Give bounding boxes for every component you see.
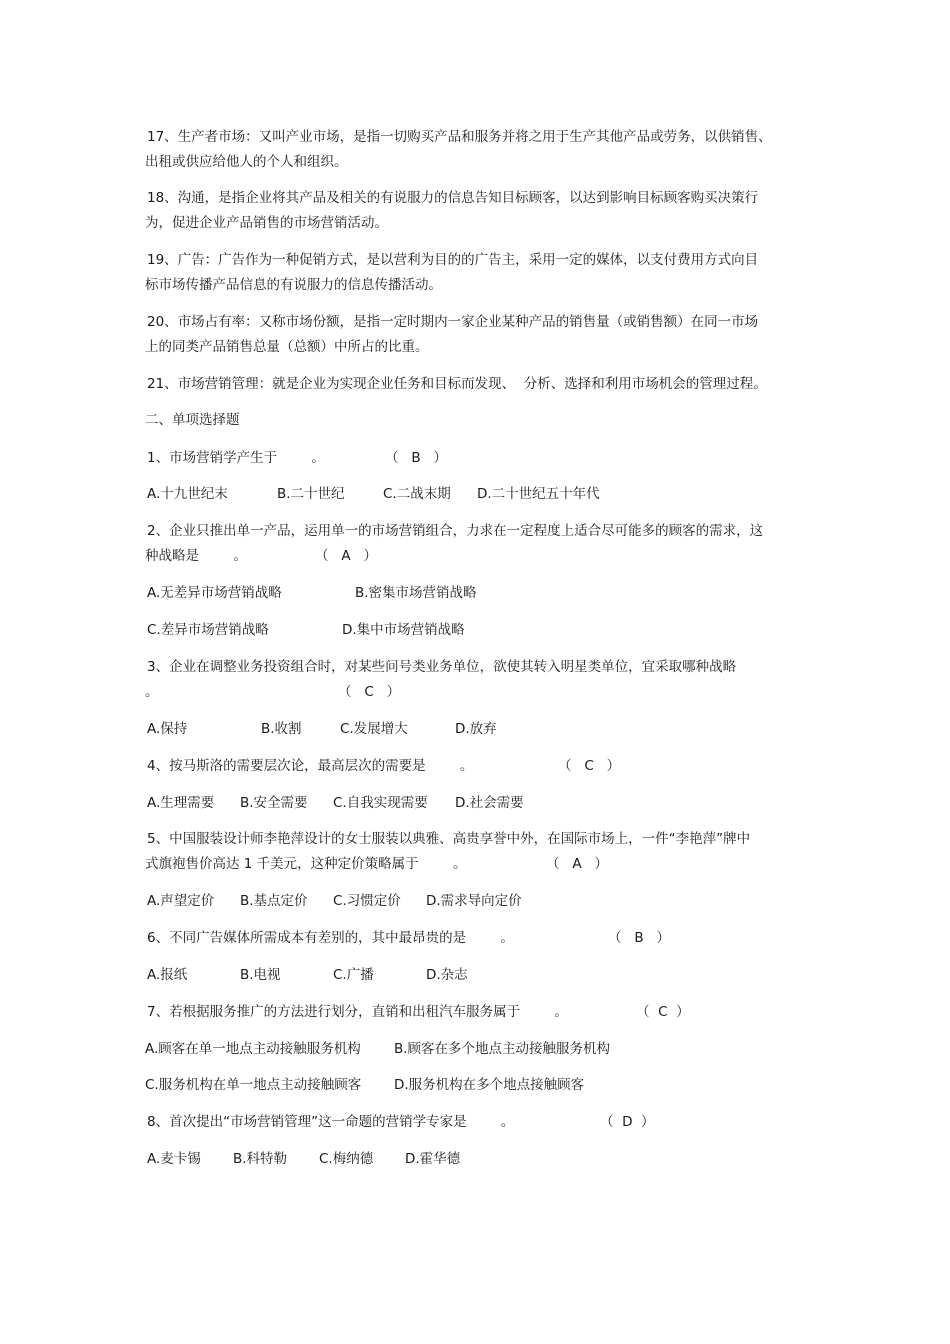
question-4-option-c: C.自我实现需要 [333, 795, 428, 811]
question-5-option-c: C.习惯定价 [333, 893, 401, 909]
question-1-text: 1、市场营销学产生于 。 [147, 450, 325, 466]
question-4-option-d: D.社会需要 [455, 795, 524, 811]
question-7-answer: （ C ） [636, 1004, 690, 1020]
definition-19-line1: 19、广告：广告作为一种促销方式，是以营利为目的的广告主，采用一定的媒体，以支付费用方式向目 [147, 252, 759, 268]
question-2-text2: 种战略是 。 [145, 548, 247, 564]
question-2-option-b: B.密集市场营销战略 [355, 585, 477, 601]
question-8-option-b: B.科特勒 [233, 1151, 288, 1167]
question-3-text: 3、企业在调整业务投资组合时，对某些问号类业务单位，欲使其转入明星类单位，宜采取哪种战略 [147, 659, 737, 675]
question-8-option-d: D.霍华德 [405, 1151, 461, 1167]
question-5-option-a: A.声望定价 [147, 893, 215, 909]
question-3-option-a: A.保持 [147, 721, 188, 737]
definition-18-line2: 为，促进企业产品销售的市场营销活动。 [145, 215, 388, 231]
definition-20-line2: 上的同类产品销售总量（总额）中所占的比重。 [145, 339, 429, 355]
question-8-text: 8、首次提出“市场营销管理”这一命题的营销学专家是 。 [147, 1114, 515, 1130]
question-5-option-d: D.需求导向定价 [426, 893, 522, 909]
question-4-option-a: A.生理需要 [147, 795, 215, 811]
question-1-option-a: A.十九世纪末 [147, 486, 228, 502]
question-1-option-b: B.二十世纪 [277, 486, 345, 502]
question-2-option-a: A.无差异市场营销战略 [147, 585, 282, 601]
question-3-text2: 。 [145, 684, 159, 700]
question-2-answer: （ A ） [315, 548, 377, 564]
question-2-option-c: C.差异市场营销战略 [147, 622, 269, 638]
question-3-option-d: D.放弃 [455, 721, 497, 737]
question-7-option-a: A.顾客在单一地点主动接触服务机构 [145, 1041, 361, 1057]
question-5-text2: 式旗袍售价高达 1 千美元，这种定价策略属于 。 [145, 856, 467, 872]
question-6-text: 6、不同广告媒体所需成本有差别的，其中最昂贵的是 。 [147, 930, 514, 946]
question-8-answer: （ D ） [600, 1114, 655, 1130]
question-6-option-a: A.报纸 [147, 967, 188, 983]
question-2-option-d: D.集中市场营销战略 [342, 622, 465, 638]
question-2-text: 2、企业只推出单一产品，运用单一的市场营销组合，力求在一定程度上适合尽可能多的顾客的需求，这 [147, 523, 764, 539]
question-1-option-c: C.二战末期 [383, 486, 451, 502]
definition-17-line2: 出租或供应给他人的个人和组织。 [145, 154, 348, 170]
question-7-text: 7、若根据服务推广的方法进行划分，直销和出租汽车服务属于 。 [147, 1004, 568, 1020]
question-5-answer: （ A ） [546, 856, 608, 872]
question-4-text: 4、按马斯洛的需要层次论，最高层次的需要是 。 [147, 758, 474, 774]
question-7-option-d: D.服务机构在多个地点接触顾客 [394, 1077, 585, 1093]
question-6-option-c: C.广播 [333, 967, 374, 983]
definition-19-line2: 标市场传播产品信息的有说服力的信息传播活动。 [145, 277, 442, 293]
question-5-option-b: B.基点定价 [240, 893, 308, 909]
section-title: 二、单项选择题 [145, 412, 240, 428]
question-3-answer: （ C ） [338, 684, 401, 700]
question-1-option-d: D.二十世纪五十年代 [477, 486, 600, 502]
question-7-option-c: C.服务机构在单一地点主动接触顾客 [145, 1077, 362, 1093]
question-1-answer: （ B ） [385, 450, 448, 466]
definition-18-line1: 18、沟通，是指企业将其产品及相关的有说服力的信息告知目标顾客，以达到影响目标顾客购买决策行 [147, 190, 759, 206]
question-4-answer: （ C ） [558, 758, 621, 774]
question-6-option-b: B.电视 [240, 967, 281, 983]
question-6-answer: （ B ） [608, 930, 671, 946]
definition-20-line1: 20、市场占有率：又称市场份额，是指一定时期内一家企业某种产品的销售量（或销售额）在同一市场 [147, 314, 759, 330]
question-6-option-d: D.杂志 [426, 967, 468, 983]
question-3-option-b: B.收割 [261, 721, 302, 737]
question-8-option-a: A.麦卡锡 [147, 1151, 201, 1167]
question-4-option-b: B.安全需要 [240, 795, 308, 811]
question-8-option-c: C.梅纳德 [319, 1151, 374, 1167]
question-7-option-b: B.顾客在多个地点主动接触服务机构 [394, 1041, 611, 1057]
question-3-option-c: C.发展增大 [340, 721, 408, 737]
definition-21-line1: 21、市场营销管理：就是企业为实现企业任务和目标而发现、 分析、选择和利用市场机会的管理过程。 [147, 376, 767, 392]
question-5-text: 5、中国服装设计师李艳萍设计的女士服装以典雅、高贵享誉中外，在国际市场上，一件“李艳萍”牌中 [147, 831, 751, 847]
definition-17-line1: 17、生产者市场：又叫产业市场，是指一切购买产品和服务并将之用于生产其他产品或劳务，以供销售、 [147, 129, 772, 145]
